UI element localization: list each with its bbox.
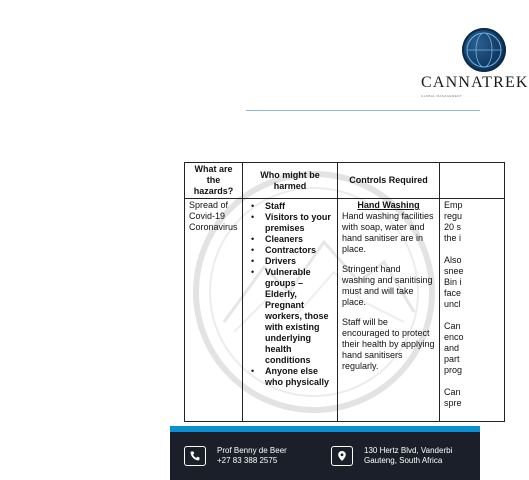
cut-paragraph: Emp regu 20 s the i — [444, 200, 463, 243]
cut-paragraph: Can spre — [444, 387, 462, 408]
letterhead — [0, 0, 529, 112]
list-item: • Anyone else who physically — [251, 366, 330, 387]
list-item: • Drivers — [251, 256, 297, 266]
brand-subtitle: GLOBAL MANAGEMENT — [421, 94, 463, 98]
address-line-2: Gauteng, South Africa — [364, 456, 443, 465]
controls-paragraph: Stringent hand washing and sanitising must and will take place. — [342, 264, 433, 307]
list-item: • Vulnerable groups – Elderly, Pregnant workers, those with existing underlying health conditions — [251, 267, 329, 365]
header-hazards: What are the hazards? — [185, 163, 243, 199]
contact-name: Prof Benny de Beer — [217, 446, 287, 455]
hazard-cell: Spread of Covid-19 Coronavirus — [185, 199, 243, 422]
phone-icon — [184, 446, 206, 466]
globe-icon — [462, 28, 506, 72]
controls-paragraph: Hand washing facilities with soap, water and hand sanitiser are in place. — [342, 211, 434, 254]
list-item: • Contractors — [251, 245, 317, 255]
header-harmed: Who might be harmed — [243, 163, 338, 199]
list-item: • Staff — [251, 201, 285, 211]
controls-cell — [338, 199, 440, 422]
header-controls: Controls Required — [338, 163, 440, 199]
company-logo — [462, 28, 506, 72]
contact-phone: +27 83 388 2575 — [217, 456, 278, 465]
address-line-1: 130 Hertz Blvd, Vanderbi — [364, 446, 453, 455]
header-divider — [246, 110, 480, 111]
cut-paragraph: Can enco and part prog — [444, 321, 464, 375]
brand-title: CANNATREK — [421, 74, 529, 91]
table-header-row — [185, 163, 505, 199]
controls-heading: Hand Washing — [357, 200, 420, 210]
list-item: • Cleaners — [251, 234, 304, 244]
controls-paragraph: Staff will be encouraged to protect their health by applying hand sanitisers regularly. — [342, 317, 435, 371]
footer-content — [170, 432, 480, 480]
header-cut-column — [440, 163, 505, 199]
cut-column-cell — [440, 199, 505, 422]
harmed-list — [247, 201, 333, 388]
list-item: • Visitors to your premises — [251, 212, 331, 233]
footer-bar — [170, 426, 480, 480]
risk-assessment-table-area — [184, 162, 480, 422]
harmed-cell — [243, 199, 338, 422]
table-row — [185, 199, 505, 422]
cut-paragraph: Also snee Bin i face uncl — [444, 255, 464, 309]
location-pin-icon — [331, 446, 353, 466]
risk-table — [184, 162, 505, 422]
